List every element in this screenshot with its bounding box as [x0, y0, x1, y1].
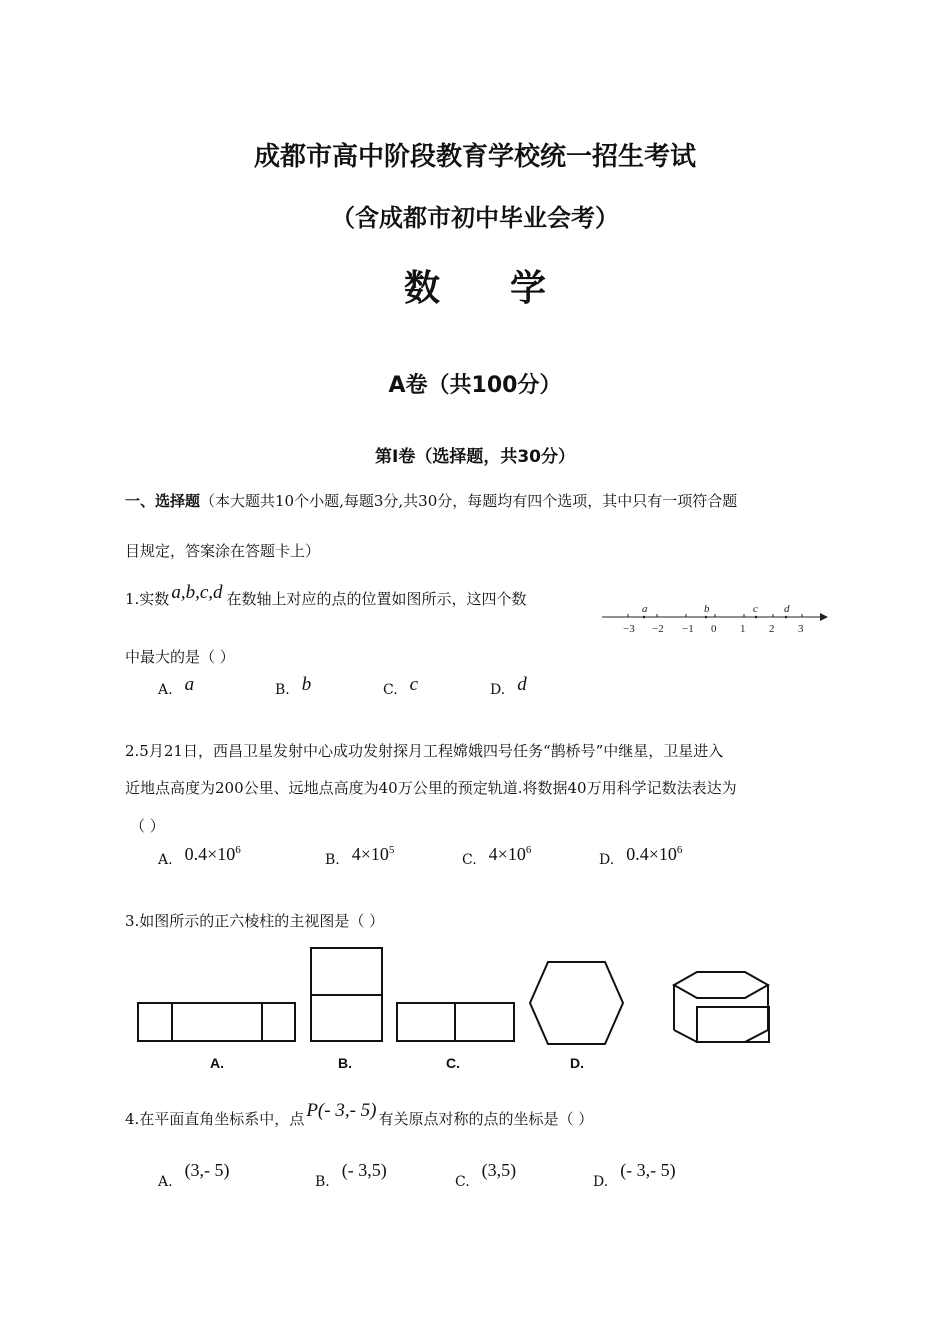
q4-option-a[interactable] — [158, 1160, 230, 1191]
q1-vars: a,b,c,d — [171, 582, 223, 603]
exam-subtitle: （含成都市初中毕业会考） — [331, 204, 619, 232]
point-label-a: a — [642, 603, 648, 615]
instructions-line2: 目规定，答案涂在答题卡上） — [125, 542, 321, 560]
question-2-line2: 近地点高度为200公里、远地点高度为40万公里的预定轨道.将数据40万用科学记数法表达为 — [125, 779, 737, 797]
figure-b-view — [311, 948, 382, 1041]
option-value: $0.4\times 10^6$ — [184, 844, 241, 864]
point-d — [785, 616, 788, 619]
q2-option-a[interactable] — [158, 844, 241, 869]
q4-option-c[interactable] — [455, 1160, 517, 1191]
option-letter: D. — [593, 1174, 609, 1190]
section-instructions — [125, 490, 737, 511]
q1-option-d[interactable] — [490, 674, 527, 700]
instructions-line1: （本大题共10个小题,每题3分,共30分，每题均有四个选项，其中只有一项符合题 — [200, 492, 738, 510]
point-label-c: c — [753, 603, 758, 615]
option-letter: B. — [275, 682, 290, 698]
option-value: (- 3,5) — [341, 1160, 387, 1180]
tick-label-3: 3 — [798, 623, 804, 635]
figure-a-view — [138, 1003, 295, 1041]
hexagonal-prism-solid — [674, 972, 769, 1042]
point-a — [643, 616, 646, 619]
option-value: (- 3,- 5) — [620, 1160, 676, 1180]
option-value: c — [409, 674, 419, 695]
option-letter: A. — [158, 852, 173, 868]
tick-label-neg3: −3 — [623, 623, 635, 635]
q4-option-b[interactable] — [315, 1160, 387, 1191]
q1-option-c[interactable] — [383, 674, 419, 700]
q1-option-b[interactable] — [275, 674, 312, 700]
figure-d-view — [530, 962, 623, 1044]
tick-label-2: 2 — [769, 623, 775, 635]
question-1-line1 — [125, 582, 527, 610]
option-letter: C. — [383, 682, 398, 698]
q1-option-a[interactable] — [158, 674, 195, 700]
tick-label-neg1: −1 — [682, 623, 694, 635]
q4-suffix: 有关原点对称的点的坐标是（ ） — [378, 1110, 594, 1128]
option-value: d — [517, 674, 527, 695]
q4-prefix: 4.在平面直角坐标系中，点 — [125, 1110, 305, 1128]
option-value: b — [301, 674, 312, 695]
q2-option-c[interactable] — [462, 844, 532, 869]
figure-label-b: B. — [338, 1055, 352, 1071]
volume-title: A卷（共100分） — [388, 373, 562, 398]
section-heading: 一、选择题 — [125, 492, 201, 510]
q1-text-line1: 在数轴上对应的点的位置如图所示，这四个数 — [226, 590, 527, 608]
question-1-line2: 中最大的是（ ） — [125, 648, 235, 666]
question-3-text: 3.如图所示的正六棱柱的主视图是（ ） — [125, 912, 385, 930]
tick-label-neg2: −2 — [652, 623, 664, 635]
figure-c-view — [397, 1003, 514, 1041]
option-letter: B. — [325, 852, 340, 868]
option-letter: A. — [158, 682, 173, 698]
q2-option-d[interactable] — [599, 844, 683, 869]
option-letter: B. — [315, 1174, 330, 1190]
subject-title: 数学 — [403, 268, 616, 309]
option-value: (3,5) — [481, 1160, 517, 1180]
q4-option-d[interactable] — [593, 1160, 676, 1191]
point-label-d: d — [784, 603, 790, 615]
q1-prefix: 1.实数 — [125, 590, 170, 608]
option-letter: C. — [462, 852, 477, 868]
figure-label-d: D. — [570, 1055, 584, 1071]
tick-label-1: 1 — [740, 623, 746, 635]
question-2-line1: 2.5月21日，西昌卫星发射中心成功发射探月工程嫦娥四号任务“鹊桥号”中继星，卫星进入 — [125, 742, 724, 760]
option-value: a — [184, 674, 195, 695]
option-letter: D. — [490, 682, 506, 698]
figure-label-a: A. — [210, 1055, 224, 1071]
q4-point: P(- 3,- 5) — [306, 1100, 377, 1121]
part-title: 第Ⅰ卷（选择题，共30分） — [375, 447, 575, 467]
option-value: $0.4\times 10^6$ — [626, 844, 683, 864]
option-value: $4\times 10^5$ — [351, 844, 395, 864]
hexagonal-prism-figures — [130, 940, 780, 1076]
option-letter: A. — [158, 1174, 173, 1190]
number-line-arrow — [820, 613, 828, 621]
exam-title: 成都市高中阶段教育学校统一招生考试 — [253, 142, 696, 172]
point-b — [705, 616, 708, 619]
option-letter: C. — [455, 1174, 470, 1190]
point-label-b: b — [704, 603, 710, 615]
option-value: $4\times 10^6$ — [488, 844, 532, 864]
question-4-text — [125, 1100, 594, 1130]
tick-label-0: 0 — [711, 623, 717, 635]
option-letter: D. — [599, 852, 615, 868]
figure-label-c: C. — [446, 1055, 460, 1071]
question-2-line3: （ ） — [130, 817, 165, 835]
number-line-figure — [598, 598, 830, 640]
option-value: (3,- 5) — [184, 1160, 230, 1180]
point-c — [755, 616, 758, 619]
q2-option-b[interactable] — [325, 844, 395, 869]
